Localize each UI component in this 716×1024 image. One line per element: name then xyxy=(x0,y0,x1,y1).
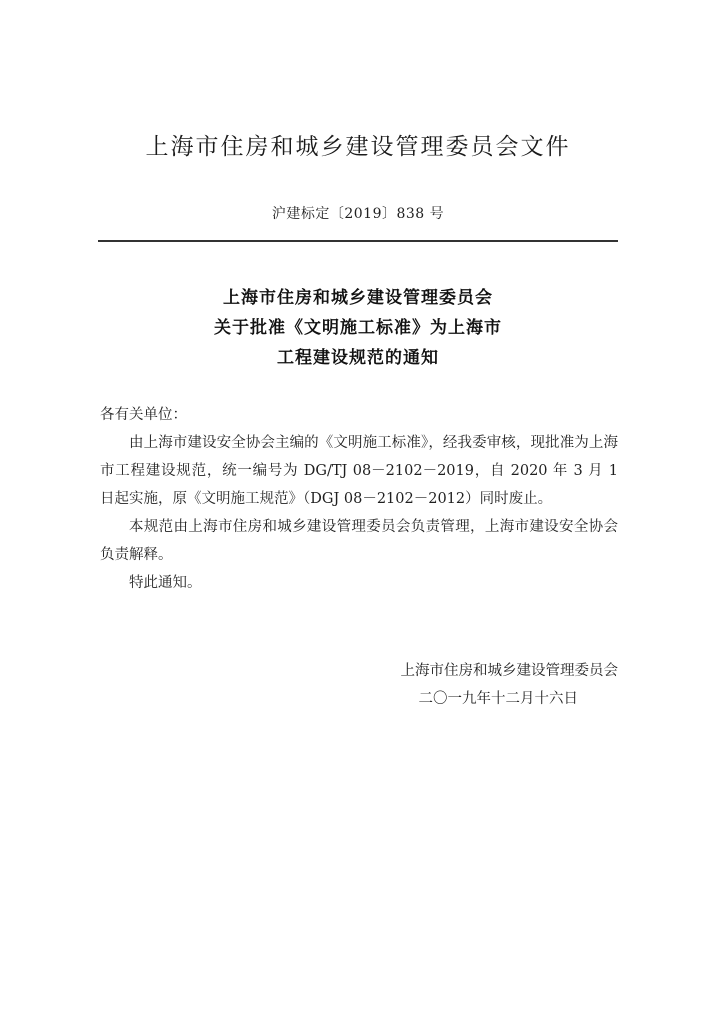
notice-title-line-2: 关于批准《文明施工标准》为上海市 xyxy=(214,318,502,338)
notice-title-line-1: 上海市住房和城乡建设管理委员会 xyxy=(223,288,493,308)
header-divider xyxy=(98,240,618,242)
signature-date: 二〇一九年十二月十六日 xyxy=(418,691,578,707)
addressee: 各有关单位： xyxy=(100,407,187,423)
signature-organization: 上海市住房和城乡建设管理委员会 xyxy=(400,663,618,679)
body-paragraph-management: 本规范由上海市住房和城乡建设管理委员会负责管理，上海市建设安全协会负责解释。 xyxy=(100,519,618,563)
body-paragraph-closing: 特此通知。 xyxy=(129,575,202,591)
notice-body xyxy=(100,401,618,597)
notice-title-line-3: 工程建设规范的通知 xyxy=(277,348,439,368)
notice-title xyxy=(0,283,716,373)
signature-block xyxy=(98,657,618,713)
body-paragraph-approval: 由上海市建设安全协会主编的《文明施工标准》，经我委审核，现批准为上海市工程建设规范，统一编号为 DG/TJ 08－2102－2019，自 2020 年 3 月 1 日起实施，原《文明施工规范》（DGJ 08－2102－2012）同时废止。 xyxy=(100,435,618,507)
issuer-header: 上海市住房和城乡建设管理委员会文件 xyxy=(145,134,571,160)
document-number: 沪建标定〔2019〕838 号 xyxy=(271,206,445,222)
